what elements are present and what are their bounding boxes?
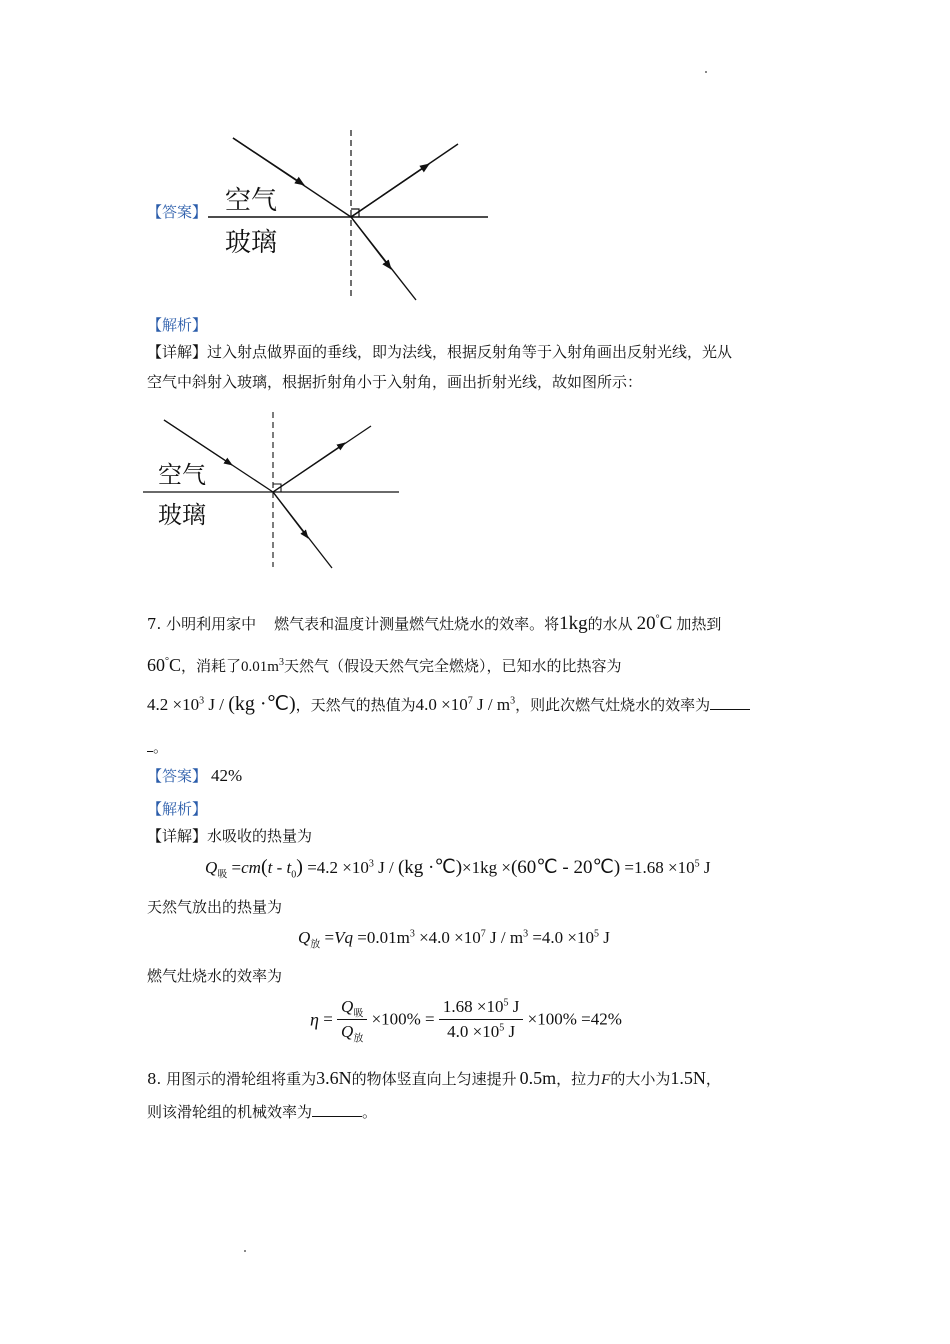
equation-heat-absorbed (205, 856, 710, 879)
eq-sub: 放 (353, 1033, 364, 1045)
q8-math: 3.6N (316, 1068, 352, 1088)
equation-efficiency (310, 996, 622, 1043)
q7-text: 的水从 (587, 615, 633, 633)
eq-text: = (318, 1009, 333, 1029)
eq-text: = (227, 858, 242, 877)
refraction-diagram-1 (205, 130, 495, 305)
eq-text: - (272, 858, 287, 877)
q7-detail-text: 水吸收的热量为 (207, 827, 313, 845)
q7-text: 天然气（假设天然气完全燃烧），已知水的比热容为 (283, 657, 622, 675)
q8-text: 8. 用图示的滑轮组将重为 (147, 1070, 317, 1088)
eq-symbol: η (310, 1009, 319, 1030)
q7-math: J / (204, 695, 229, 714)
glass-label: 玻璃 (158, 501, 206, 529)
q8-text: 。 (362, 1103, 378, 1121)
q8-text: 则该滑轮组的机械效率为 (147, 1103, 313, 1121)
answer-tag: 【答案】 (147, 203, 208, 221)
eq-text: 4.0 ×10 (447, 1022, 500, 1041)
eq-text: ( (260, 856, 268, 878)
q7-math: J / m (472, 695, 511, 714)
eq-symbol: Q (341, 997, 354, 1016)
q7-detail-line-2: 天然气放出的热量为 (147, 898, 283, 916)
q7-math: 60 (147, 655, 165, 675)
eq-sub: 0 (291, 869, 297, 881)
eq-sup: 5 (503, 997, 509, 1009)
analysis-tag: 【解析】 (147, 800, 208, 818)
corner-dot (705, 71, 707, 73)
eq-text: J (699, 858, 711, 877)
refraction-diagram-2 (140, 412, 405, 572)
q7-math: C (169, 655, 182, 675)
q7-math: 4.2 ×10 (147, 695, 200, 714)
q7-answer-value: 42% (211, 766, 243, 785)
eq-text: ×4.0 ×10 (414, 928, 481, 947)
detail-tag: 【详解】 (147, 343, 208, 361)
eq-text: J (508, 997, 520, 1016)
analysis-tag: 【解析】 (147, 316, 208, 334)
eq-text: =4.0 ×10 (528, 928, 595, 947)
q8-line-1 (147, 1068, 721, 1090)
eq-symbol: Q (341, 1022, 354, 1041)
glass-label: 玻璃 (225, 228, 278, 258)
q7-math: 4.0 ×10 (415, 695, 468, 714)
eq-symbol: t (286, 858, 292, 877)
q7-text: ，天然气的热值为 (295, 696, 416, 714)
detail-tag: 【详解】 (147, 827, 208, 845)
eq-sup: 3 (523, 928, 529, 940)
q7-math: 7 (467, 695, 473, 707)
q7-text: 加热到 (676, 615, 722, 633)
q7-line-4 (147, 737, 168, 757)
answer-tag: 【答案】 (147, 767, 208, 785)
q8-text: 的大小为 (610, 1070, 671, 1088)
q7-math: 3 (278, 657, 284, 668)
q6-detail-line-2: 空气中斜射入玻璃，根据折射角小于入射角，画出折射光线，故如图所示： (147, 373, 643, 391)
eq-text: (kg ·℃) (397, 857, 463, 878)
q7-detail-line-1 (147, 826, 312, 846)
q7-math: (kg ·℃) (228, 693, 296, 715)
eq-text: J / (373, 858, 398, 877)
eq-text: ) (296, 856, 303, 878)
eq-sup: 3 (409, 928, 415, 940)
air-label: 空气 (225, 186, 278, 216)
eq-sub: 吸 (353, 1008, 364, 1020)
eq-sup: 5 (694, 858, 700, 870)
q7-math: C (659, 613, 673, 634)
q7-text: ，消耗了 (181, 657, 242, 675)
q7-text: 。 (153, 738, 169, 756)
q7-text: ，则此次燃气灶烧水的效率为 (515, 696, 711, 714)
q7-math: 3 (510, 695, 516, 707)
answer-blank[interactable] (710, 709, 750, 710)
q7-math: 20 (636, 613, 656, 634)
q7-line-2: 60°C，消耗了$0.01m^3$天然气（假设天然气完全燃烧），已知水的比热容为 (147, 655, 622, 675)
eq-text: = (320, 928, 335, 947)
q7-math: 1kg (559, 613, 588, 634)
q8-math: 1.5N (670, 1068, 706, 1088)
eq-text: ×100% = (367, 1009, 435, 1029)
q8-text: 的物体竖直向上匀速提升 (351, 1070, 517, 1088)
q8-text: ，拉力 (556, 1070, 602, 1088)
answer-blank[interactable] (312, 1116, 362, 1117)
eq-text: 1.68 ×10 (442, 997, 504, 1016)
eq-symbol: cm (241, 858, 261, 877)
eq-sup: 7 (480, 928, 486, 940)
eq-sub: 放 (310, 939, 321, 951)
q7-text: 7. 小明利用家中 (147, 615, 257, 633)
equation-heat-released (298, 928, 610, 951)
eq-text: J (599, 928, 610, 947)
eq-text: (60℃ - 20℃) (510, 857, 621, 878)
eq-sup: 5 (499, 1022, 505, 1034)
q7-answer-line (147, 766, 242, 786)
q7-math: 0.01m (241, 659, 279, 675)
eq-text: J (504, 1022, 516, 1041)
eq-text: =1.68 ×10 (620, 858, 695, 877)
q8-math: 0.5m (519, 1068, 557, 1088)
q6-detail-text-1: 过入射点做界面的垂线，即为法线，根据反射角等于入射角画出反射光线，光从 (207, 343, 733, 361)
fraction-q-ratio (337, 996, 367, 1043)
eq-symbol: Q (205, 858, 218, 877)
footer-dot (244, 1250, 246, 1252)
eq-symbol: t (267, 858, 273, 877)
eq-text: ×100% =42% (523, 1009, 622, 1029)
eq-text: =4.2 ×10 (302, 858, 369, 877)
q8-line-2 (147, 1102, 377, 1122)
q7-text: 燃气表和温度计测量燃气灶烧水的效率。将 (274, 615, 560, 633)
q8-text: ， (705, 1070, 721, 1088)
eq-sub: 吸 (217, 869, 228, 881)
eq-sup: 3 (368, 858, 374, 870)
eq-sup: 5 (594, 928, 600, 940)
q7-line-1: 7. 小明利用家中 燃气表和温度计测量燃气灶烧水的效率。将1kg的水从 20°C 加热到 (147, 613, 722, 634)
fraction-values (439, 996, 523, 1043)
q7-math: 3 (199, 695, 205, 707)
q7-line-3 (147, 694, 750, 715)
eq-text: ×1kg × (462, 858, 511, 877)
eq-text: J / m (485, 928, 524, 947)
q7-detail-line-3: 燃气灶烧水的效率为 (147, 967, 283, 985)
eq-symbol: Q (298, 928, 311, 947)
q6-detail-line-1 (147, 342, 732, 362)
eq-text: =0.01m (353, 928, 410, 947)
eq-symbol: Vq (334, 928, 354, 947)
air-label: 空气 (158, 461, 206, 489)
q8-math: F (601, 1072, 611, 1088)
